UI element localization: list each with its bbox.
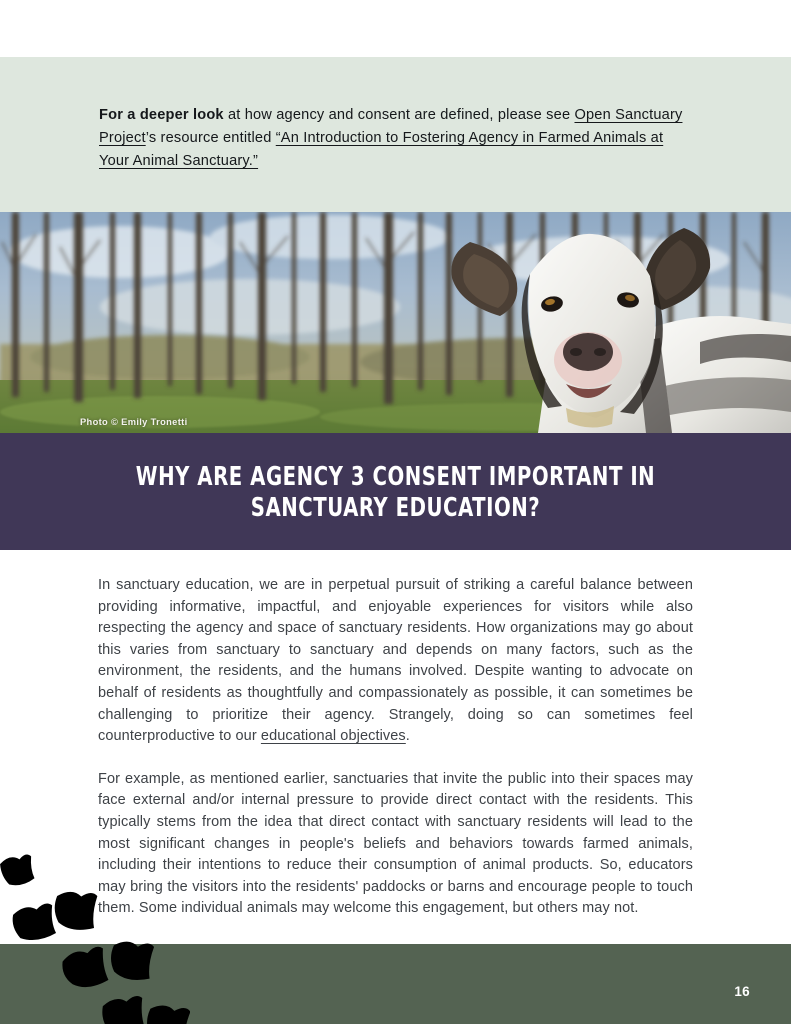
educational-objectives-link[interactable]: educational objectives	[260, 728, 406, 745]
paragraph-1-text-a: In sanctuary education, we are in perpetual pursuit of striking a careful balance between providing informative, impactful, and enjoyable experiences for visitors while also respecting the agency and space of sanctuary residents. How organizations may go about this varies from sanctuary to sanctuary and depends on many factors, such as the environment, the residents, and the humans involved. Despite wanting to advocate on behalf of residents as thoughtfully and compassionately as possible, it can sometimes be challenging to prioritize their agency. Strangely, doing so can sometimes feel counterproductive to our	[98, 577, 693, 745]
paragraph-1	[98, 575, 693, 748]
paragraph-1-text-b: .	[405, 728, 410, 745]
fostering-agency-article-link[interactable]: “An Introduction to Fostering Agency in Farmed Animals at Your Animal Sanctuary.”	[99, 130, 664, 169]
callout-lead: For a deeper look	[99, 107, 224, 123]
body-copy	[98, 575, 693, 920]
section-heading-band	[0, 433, 791, 550]
photo-credit: Photo © Emily Tronetti	[80, 417, 188, 427]
page-number: 16	[734, 984, 750, 999]
callout-box	[0, 57, 791, 212]
callout-text	[99, 104, 692, 173]
callout-text-2: ’s resource entitled	[145, 130, 276, 146]
page-title-line-1: WHY ARE AGENCY 3 CONSENT IMPORTANT IN	[135, 462, 656, 492]
callout-text-1: at how agency and consent are defined, please see	[223, 107, 575, 123]
page-title-line-2: SANCTUARY EDUCATION?	[250, 493, 541, 523]
paragraph-2: For example, as mentioned earlier, sanctuaries that invite the public into their spaces may face external and/or internal pressure to provide direct contact with the residents. This typically stems from the idea that direct contact with sanctuary residents will lead to the most significant changes in people's beliefs and behaviors towards farmed animals, including their intentions to reduce their consumption of animal products. So, educators may bring the visitors into the residents' paddocks or barns and encourage people to touch them. Some individual animals may welcome this engagement, but others may not.	[98, 770, 693, 917]
goat-photo	[0, 212, 791, 433]
page-title	[55, 462, 735, 524]
footer-band	[0, 944, 791, 1024]
open-sanctuary-project-link[interactable]: Open Sanctuary Project	[99, 107, 683, 146]
